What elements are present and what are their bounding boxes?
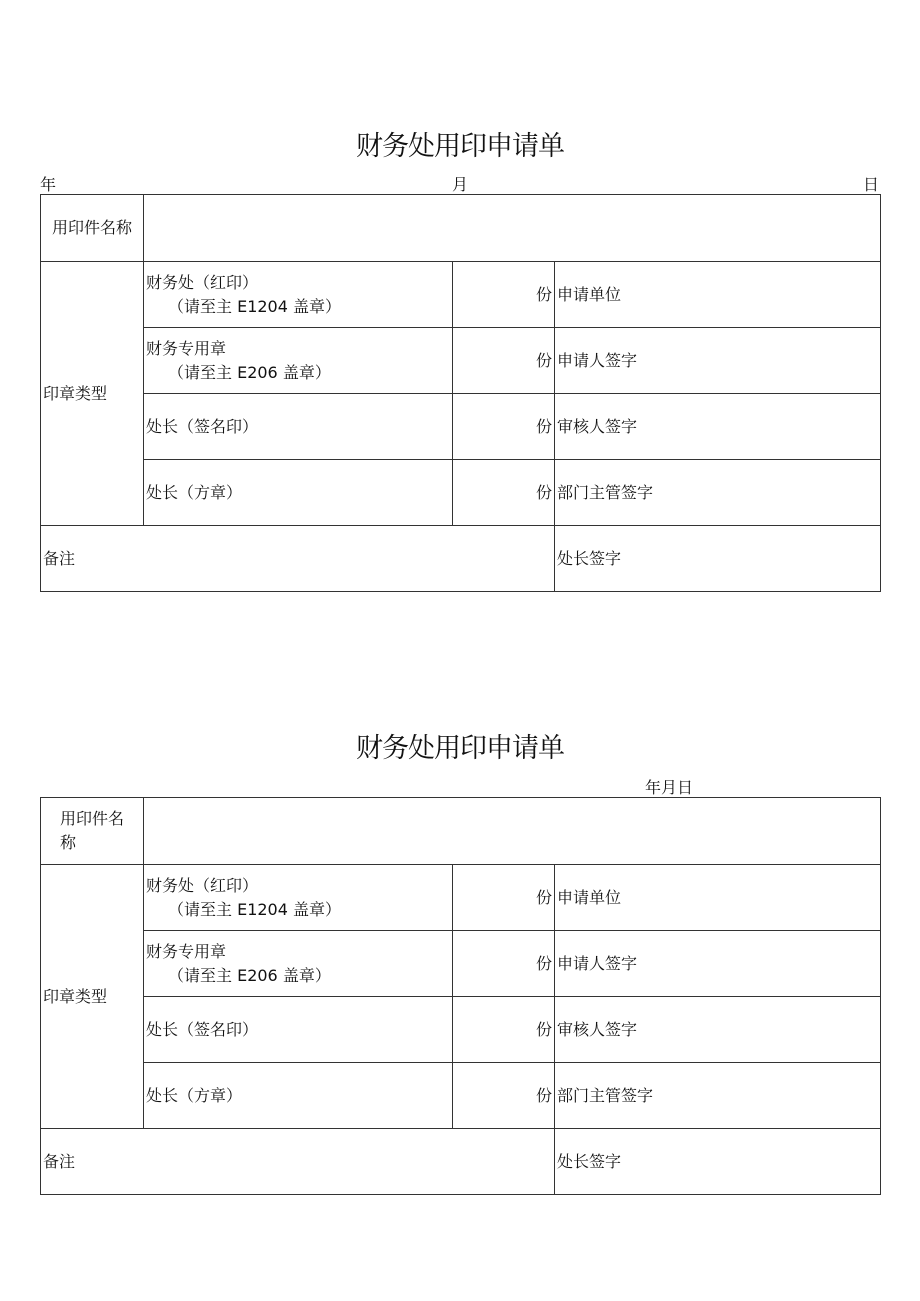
quantity-field[interactable]: 份 <box>453 262 555 328</box>
date-year-label: 年 <box>40 175 57 194</box>
seal-item-director-signature: 处长（签名印） <box>144 997 453 1063</box>
seal-request-table <box>40 797 881 1195</box>
date-label: 年月日 <box>645 778 694 797</box>
applicant-signature-field[interactable]: 申请人签字 <box>555 328 881 394</box>
quantity-field[interactable]: 份 <box>453 328 555 394</box>
document-name-field[interactable] <box>144 798 881 865</box>
date-month-label: 月 <box>452 175 469 194</box>
seal-type-label: 印章类型 <box>41 865 144 1129</box>
quantity-field[interactable]: 份 <box>453 394 555 460</box>
seal-item-finance-special: 财务专用章 （请至主 E206 盖章） <box>144 328 453 394</box>
reviewer-signature-field[interactable]: 审核人签字 <box>555 394 881 460</box>
director-signature-field[interactable]: 处长签字 <box>555 1129 881 1195</box>
seal-item-director-square: 处长（方章） <box>144 1063 453 1129</box>
applicant-unit-field[interactable]: 申请单位 <box>555 262 881 328</box>
quantity-field[interactable]: 份 <box>453 865 555 931</box>
applicant-signature-field[interactable]: 申请人签字 <box>555 931 881 997</box>
reviewer-signature-field[interactable]: 审核人签字 <box>555 997 881 1063</box>
department-head-signature-field[interactable]: 部门主管签字 <box>555 460 881 526</box>
seal-item-finance-special: 财务专用章 （请至主 E206 盖章） <box>144 931 453 997</box>
form-title: 财务处用印申请单 <box>356 733 564 764</box>
applicant-unit-field[interactable]: 申请单位 <box>555 865 881 931</box>
seal-item-finance-red: 财务处（红印） （请至主 E1204 盖章） <box>144 262 453 328</box>
document-name-label: 用印件名称 <box>41 195 144 262</box>
quantity-field[interactable]: 份 <box>453 997 555 1063</box>
form-title: 财务处用印申请单 <box>356 131 564 162</box>
seal-item-director-square: 处长（方章） <box>144 460 453 526</box>
department-head-signature-field[interactable]: 部门主管签字 <box>555 1063 881 1129</box>
seal-item-finance-red: 财务处（红印） （请至主 E1204 盖章） <box>144 865 453 931</box>
remarks-field[interactable]: 备注 <box>41 1129 555 1195</box>
document-name-label: 用印件名称 <box>41 798 144 865</box>
remarks-field[interactable]: 备注 <box>41 526 555 592</box>
seal-type-label: 印章类型 <box>41 262 144 526</box>
seal-request-table <box>40 194 881 592</box>
seal-item-director-signature: 处长（签名印） <box>144 394 453 460</box>
date-day-label: 日 <box>863 175 880 194</box>
quantity-field[interactable]: 份 <box>453 931 555 997</box>
director-signature-field[interactable]: 处长签字 <box>555 526 881 592</box>
document-name-field[interactable] <box>144 195 881 262</box>
quantity-field[interactable]: 份 <box>453 460 555 526</box>
quantity-field[interactable]: 份 <box>453 1063 555 1129</box>
